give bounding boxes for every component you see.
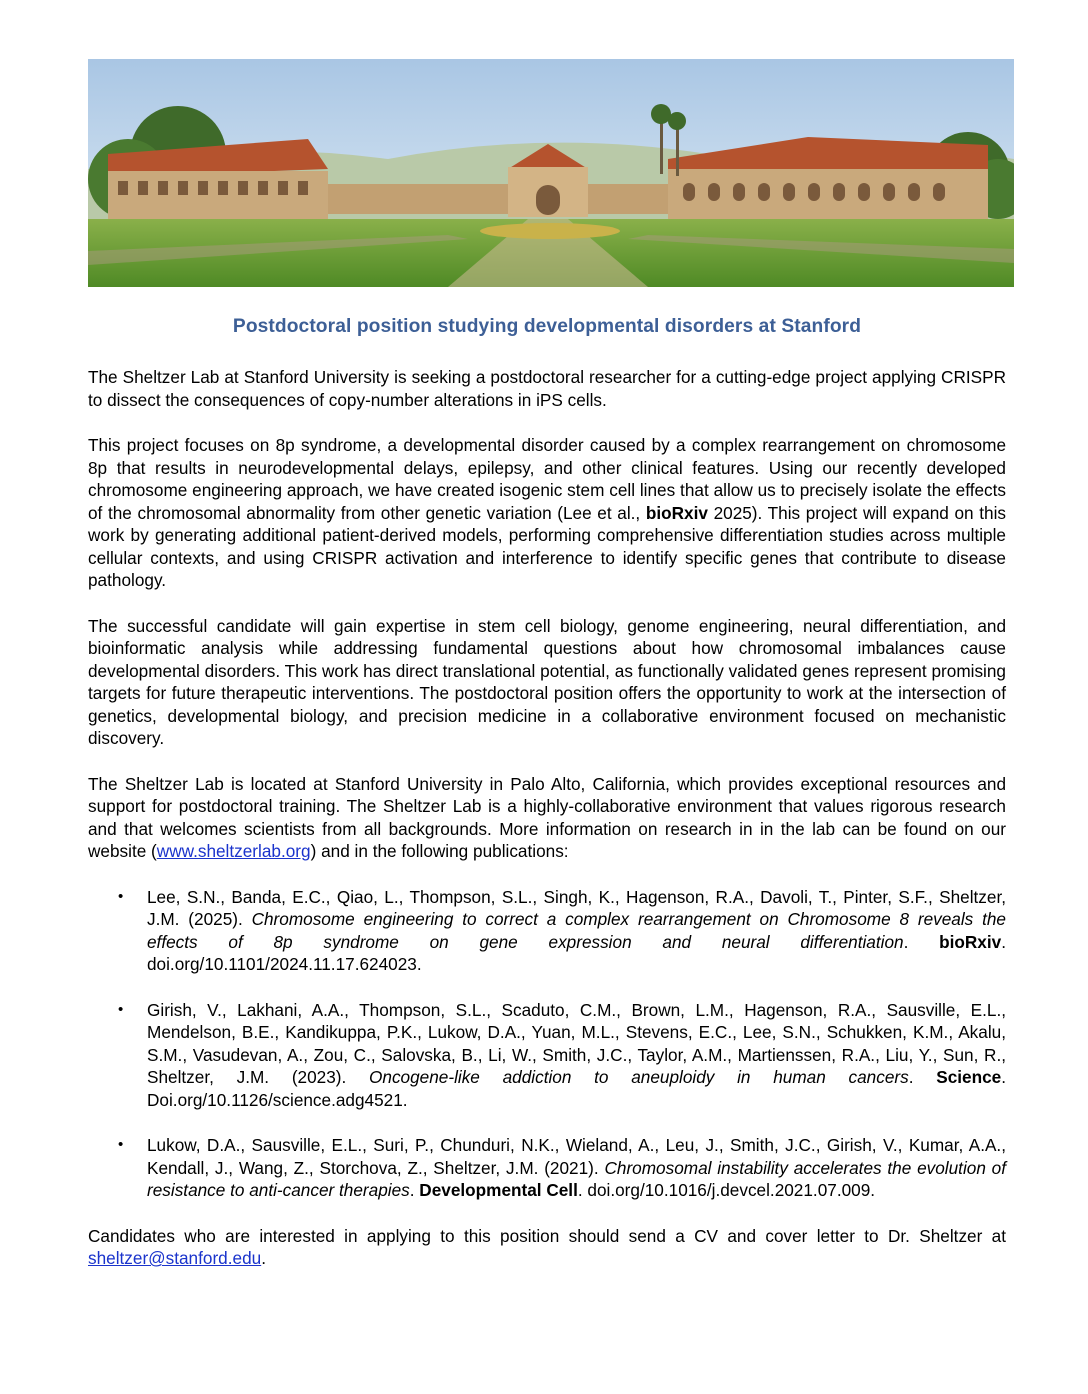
publication-item (88, 1134, 1006, 1202)
lab-text-after: ) and in the following publications: (310, 841, 569, 861)
publication-separator: . (409, 1180, 420, 1200)
intro-paragraph: The Sheltzer Lab at Stanford University is seeking a postdoctoral researcher for a cutting-edge project applying CRISPR to dissect the consequences of copy-number alterations in iPS cells. (88, 367, 1006, 410)
publication-authors: Lukow, D.A., Sausville, E.L., Suri, P., Chunduri, N.K., Wieland, A., Leu, J., Smith, J.C., Girish, V., Kumar, A.A., Kendall, J., Wang, Z., Storchova, Z., Sheltzer, J.M. (2021). (147, 1135, 1006, 1178)
publication-journal: bioRxiv (939, 931, 1002, 952)
publication-item (88, 999, 1006, 1112)
publication-doi: . doi.org/10.1016/j.devcel.2021.07.009. (577, 1180, 876, 1200)
project-paragraph (88, 434, 1006, 592)
journal-bioRxiv: bioRxiv (645, 502, 708, 523)
lab-website-link[interactable]: www.sheltzerlab.org (156, 841, 311, 861)
lab-paragraph (88, 773, 1006, 863)
closing-paragraph (88, 1225, 1006, 1270)
contact-email-link[interactable]: sheltzer@stanford.edu (88, 1248, 262, 1268)
project-text-after: 2025). This project will expand on this work by generating additional patient-derived models, performing comprehensive differentiation studies across multiple cellular contexts, and using CRISPR activation and interference to identify specific genes that contribute to disease pathology. (88, 502, 1007, 590)
publication-title: Chromosomal instability accelerates the evolution of resistance to anti-cancer therapies (147, 1157, 1007, 1200)
publication-separator: . (908, 1067, 937, 1087)
publication-authors: Lee, S.N., Banda, E.C., Qiao, L., Thompson, S.L., Singh, K., Hagenson, R.A., Davoli, T., Pinter, S.F., Sheltzer, J.M. (2025). (147, 886, 1006, 929)
closing-text-after: . (261, 1248, 266, 1268)
publication-item (88, 886, 1006, 976)
publication-authors: Girish, V., Lakhani, A.A., Thompson, S.L., Scaduto, C.M., Brown, L.M., Hagenson, R.A., Sausville, E.L., Mendelson, B.E., Kandikuppa, P.K., Lukow, D.A., Yuan, M.L., Stevens, E.C., Lee, S.N., Schukken, K.M., Akalu, S.M., Vasudevan, A., Zou, C., Salovska, B., Li, W., Smith, J.C., Taylor, A.M., Martienssen, R.A., Liu, Y., Sun, R., Sheltzer, J.M. (2023). (147, 999, 1006, 1087)
closing-text-before: Candidates who are interested in applying to this position should send a CV and cover letter to Dr. Sheltzer at (88, 1225, 1006, 1246)
bullet-icon: • (118, 887, 124, 905)
publication-journal: Developmental Cell (419, 1180, 578, 1200)
stanford-quad-illustration (88, 59, 1014, 287)
document-page (88, 59, 1006, 1287)
bullet-icon: • (118, 1136, 124, 1153)
publication-title: Chromosome engineering to correct a complex rearrangement on Chromosome 8 reveals the effects of 8p syndrome on gene expression and neural differentiation (147, 909, 1006, 952)
publication-separator: . (903, 931, 940, 952)
publication-title: Oncogene-like addiction to aneuploidy in human cancers (369, 1067, 909, 1087)
publication-journal: Science (936, 1067, 1002, 1087)
bullet-icon: • (118, 1000, 124, 1018)
candidate-paragraph: The successful candidate will gain expertise in stem cell biology, genome engineering, neural differentiation, and bioinformatic analysis while addressing fundamental questions about how chromosomal imbalances cause developmental disorders. This work has direct translational potential, as functionally validated genes represent promising targets for future therapeutic interventions. The postdoctoral position offers the opportunity to work at the intersection of genetics, developmental biology, and precision medicine in a collaborative environment focused on mechanistic discovery. (88, 615, 1006, 748)
project-text-before: This project focuses on 8p syndrome, a developmental disorder caused by a complex rearrangement on chromosome 8p that results in neurodevelopmental delays, epilepsy, and other clinical features. Using our recently developed chromosome engineering approach, we have created isogenic stem cell lines that allow us to precisely isolate the effects of the chromosomal abnormality from other genetic variation (Lee et al., (88, 435, 1006, 523)
banner-photo (88, 59, 1014, 287)
page-title: Postdoctoral position studying developmental disorders at Stanford (232, 316, 862, 337)
publication-doi: . doi.org/10.1101/2024.11.17.624023. (147, 931, 1006, 974)
publication-list (88, 886, 1006, 1202)
lab-text-before: The Sheltzer Lab is located at Stanford University in Palo Alto, California, which provides exceptional resources and support for postdoctoral training. The Sheltzer Lab is a highly-collaborative environment that values rigorous research and that welcomes scientists from all backgrounds. More information on research in in the lab can be found on our website ( (88, 773, 1006, 861)
publication-doi: . Doi.org/10.1126/science.adg4521. (147, 1067, 1007, 1110)
